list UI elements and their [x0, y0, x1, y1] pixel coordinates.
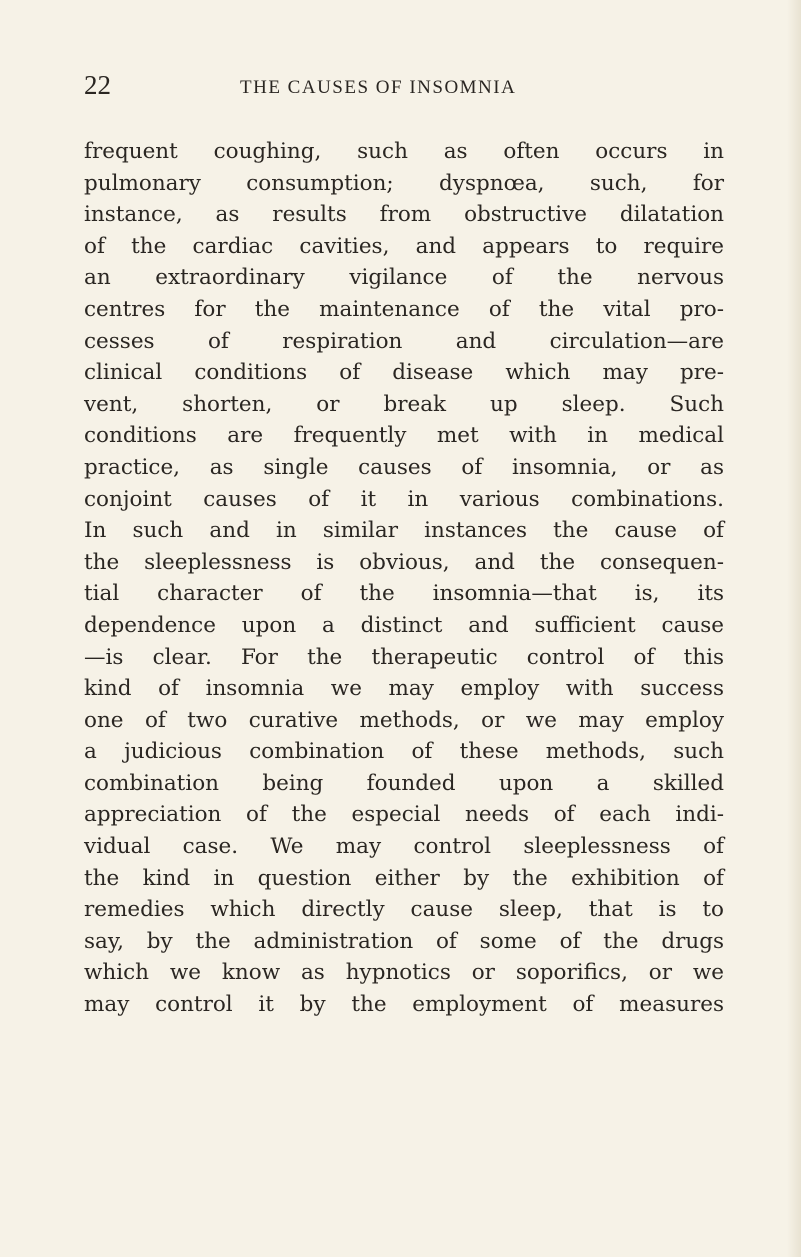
text-line: tial character of the insomnia—that is, its [84, 581, 724, 607]
text-line: conditions are frequently met with in medical [84, 423, 724, 449]
text-line: conjoint causes of it in various combinations. [84, 486, 724, 512]
text-line: vent, shorten, or break up sleep. Such [84, 391, 724, 417]
text-line: of the cardiac cavities, and appears to require [84, 233, 724, 259]
text-line: which we know as hypnotics or soporifics, or we [84, 960, 724, 986]
text-line: kind of insomnia we may employ with success [84, 676, 724, 702]
page-edge-shadow [787, 0, 801, 1257]
text-line: instance, as results from obstructive dilatation [84, 202, 724, 228]
page-number: 22 [84, 70, 111, 100]
text-line: say, by the administration of some of the drugs [84, 928, 724, 954]
text-line: a judicious combination of these methods, such [84, 739, 724, 765]
text-line: vidual case. We may control sleeplessness of [84, 834, 724, 860]
text-line: —is clear. For the therapeutic control of this [84, 644, 724, 670]
page-header [84, 70, 704, 106]
text-line: cesses of respiration and circulation—are [84, 328, 724, 354]
text-line: clinical conditions of disease which may pre- [84, 360, 724, 386]
text-line: an extraordinary vigilance of the nervous [84, 265, 724, 291]
text-line: dependence upon a distinct and sufficient cause [84, 612, 724, 638]
text-line: In such and in similar instances the cause of [84, 518, 724, 544]
text-line: the sleeplessness is obvious, and the consequen- [84, 549, 724, 575]
text-line: practice, as single causes of insomnia, or as [84, 454, 724, 480]
text-line: may control it by the employment of measures [84, 992, 724, 1018]
text-line: frequent coughing, such as often occurs in [84, 139, 724, 164]
text-line: appreciation of the especial needs of each indi- [84, 802, 724, 828]
text-line: pulmonary consumption; dyspnœa, such, for [84, 170, 724, 196]
running-title: THE CAUSES OF INSOMNIA [240, 77, 517, 98]
text-line: combination being founded upon a skilled [84, 770, 724, 796]
body-paragraph [84, 136, 724, 1021]
text-line: remedies which directly cause sleep, that is to [84, 897, 724, 923]
text-line: centres for the maintenance of the vital pro- [84, 296, 724, 322]
text-line: one of two curative methods, or we may employ [84, 707, 724, 733]
text-line: the kind in question either by the exhibition of [84, 865, 724, 891]
